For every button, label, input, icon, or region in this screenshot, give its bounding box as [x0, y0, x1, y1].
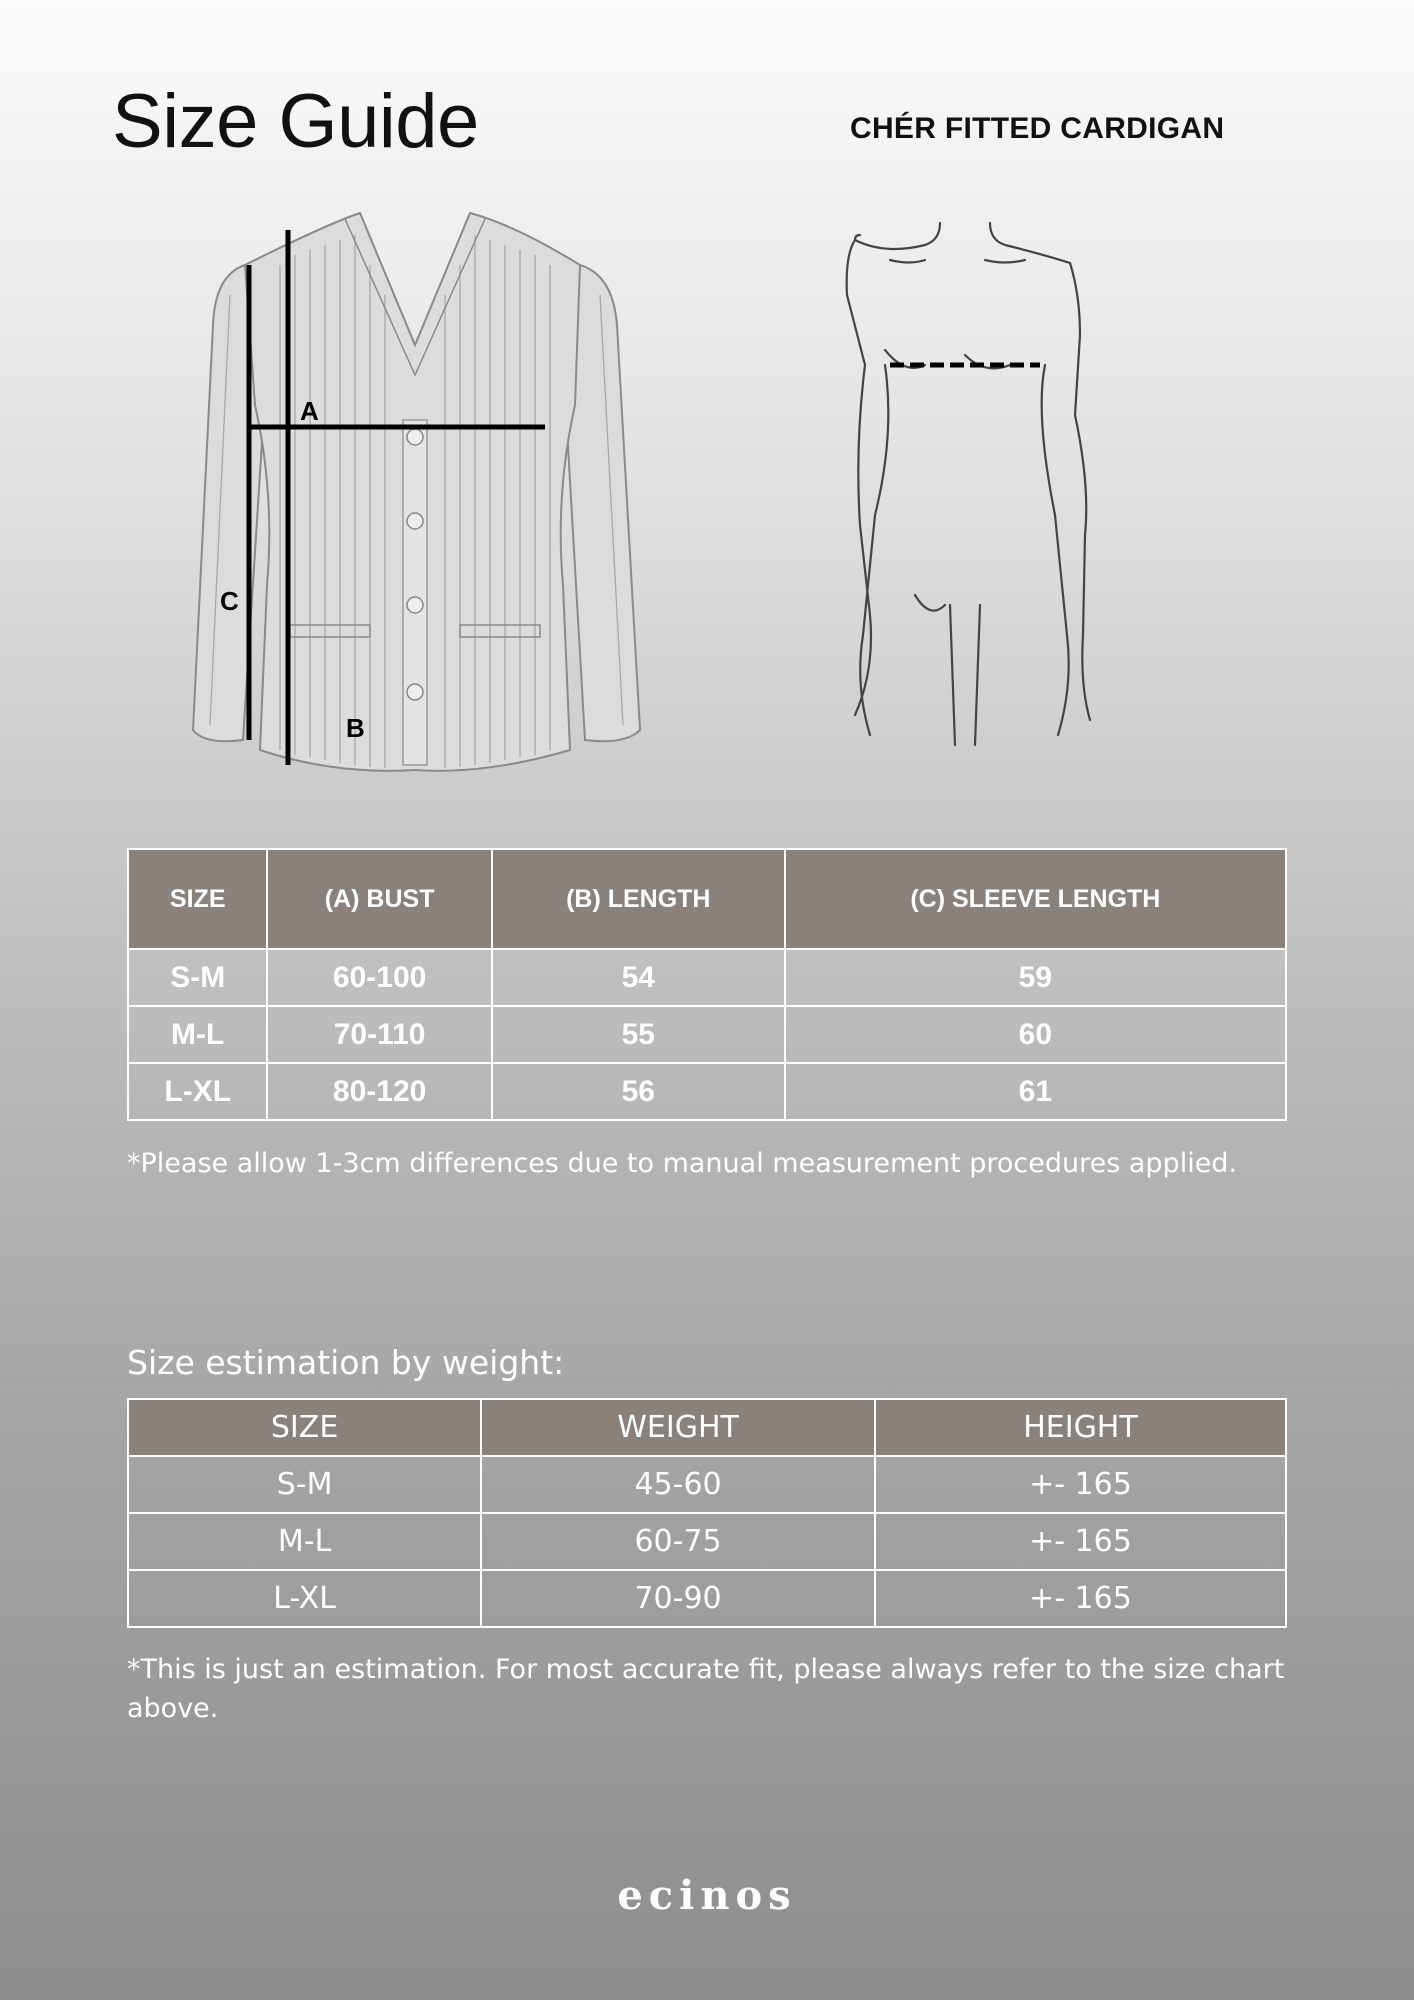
- table-row: [128, 1513, 1286, 1570]
- table-row: [128, 949, 1286, 1006]
- col-header-size: SIZE: [128, 849, 267, 949]
- col-header-height: HEIGHT: [875, 1399, 1286, 1456]
- table-cell: 45-60: [481, 1456, 875, 1513]
- table-cell: 56: [492, 1063, 785, 1120]
- col-header-bust: (A) BUST: [267, 849, 491, 949]
- table-cell: 59: [785, 949, 1286, 1006]
- col-header-length: (B) LENGTH: [492, 849, 785, 949]
- table-cell: 60-75: [481, 1513, 875, 1570]
- table-row: [128, 1063, 1286, 1120]
- table-header-row: [128, 1399, 1286, 1456]
- weight-chart-table: [127, 1398, 1287, 1628]
- table-cell: +- 165: [875, 1513, 1286, 1570]
- table-cell: 70-110: [267, 1006, 491, 1063]
- col-header-sleeve-length: (C) SLEEVE LENGTH: [785, 849, 1286, 949]
- table-row: [128, 1456, 1286, 1513]
- table-header-row: [128, 849, 1286, 949]
- body-illustration: [815, 215, 1115, 760]
- product-name: CHÉR FITTED CARDIGAN: [850, 112, 1225, 145]
- table-cell: +- 165: [875, 1456, 1286, 1513]
- table-cell: S-M: [128, 1456, 481, 1513]
- brand-logo: ecinos: [617, 1872, 797, 1919]
- table-cell: 70-90: [481, 1570, 875, 1627]
- table-cell: 61: [785, 1063, 1286, 1120]
- table-cell: M-L: [128, 1513, 481, 1570]
- weight-estimation-title: Size estimation by weight:: [127, 1343, 565, 1382]
- cardigan-illustration: [185, 205, 645, 775]
- table-cell: 80-120: [267, 1063, 491, 1120]
- table-cell: 55: [492, 1006, 785, 1063]
- table-cell: +- 165: [875, 1570, 1286, 1627]
- col-header-weight: WEIGHT: [481, 1399, 875, 1456]
- measure-label-b: B: [346, 713, 365, 743]
- table-row: [128, 1570, 1286, 1627]
- measure-label-c: C: [220, 586, 239, 616]
- table-cell: S-M: [128, 949, 267, 1006]
- table-row: [128, 1006, 1286, 1063]
- size-chart-table: [127, 848, 1287, 1121]
- page-title: Size Guide: [112, 79, 479, 164]
- table-cell: L-XL: [128, 1063, 267, 1120]
- measurement-note: *Please allow 1-3cm differences due to manual measurement procedures applied.: [127, 1148, 1238, 1179]
- table-cell: L-XL: [128, 1570, 481, 1627]
- col-header-size: SIZE: [128, 1399, 481, 1456]
- table-cell: M-L: [128, 1006, 267, 1063]
- table-cell: 60: [785, 1006, 1286, 1063]
- table-cell: 54: [492, 949, 785, 1006]
- estimation-note: *This is just an estimation. For most accurate fit, please always refer to the size chart above.: [127, 1654, 1285, 1724]
- measure-label-a: A: [300, 396, 319, 426]
- table-cell: 60-100: [267, 949, 491, 1006]
